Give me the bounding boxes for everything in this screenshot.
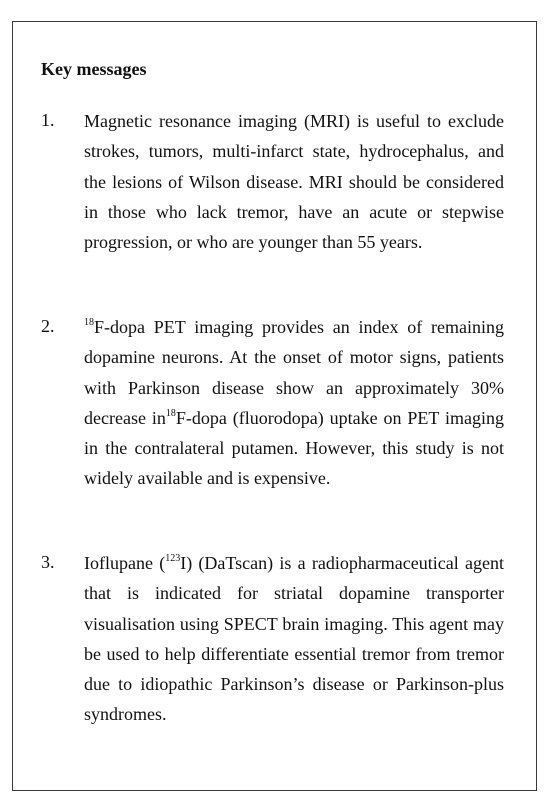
superscript-18: 18 (165, 407, 176, 419)
item-number-2: 2. (41, 316, 55, 336)
box-title: Key messages (41, 59, 147, 79)
item-text-2 (84, 312, 504, 494)
item-number-1: 1. (41, 110, 55, 130)
item-2-text-part-a: F-dopa PET imaging provides an index of remaining dopamine neurons. At the onset of motor signs, patients with Parkinson disease show an approximately 30% decrease in (84, 317, 504, 428)
item-number-3: 3. (41, 552, 55, 572)
item-2-text-part-b: F-dopa (fluorodopa) uptake on PET imaging in the contralateral putamen. However, this study is not widely available and is expensive. (84, 407, 504, 489)
item-3-text-part-b: I) (DaTscan) is a radiopharmaceutical agent that is indicated for striatal dopamine transporter visualisation using SPECT brain imaging. This agent may be used to help differentiate essential tremor from tremor due to idiopathic Parkinson’s disease or Parkinson-plus syndromes. (84, 553, 504, 725)
item-text-1: Magnetic resonance imaging (MRI) is useful to exclude strokes, tumors, multi-infarct state, hydrocephalus, and the lesions of Wilson disease. MRI should be considered in those who lack tremor, have an acute or stepwise progression, or who are younger than 55 years. (84, 111, 504, 253)
item-3-text-part-a: Ioflupane ( (84, 553, 166, 573)
superscript-123: 123 (165, 553, 181, 564)
superscript-18: 18 (84, 317, 94, 328)
item-text-3 (84, 548, 504, 730)
